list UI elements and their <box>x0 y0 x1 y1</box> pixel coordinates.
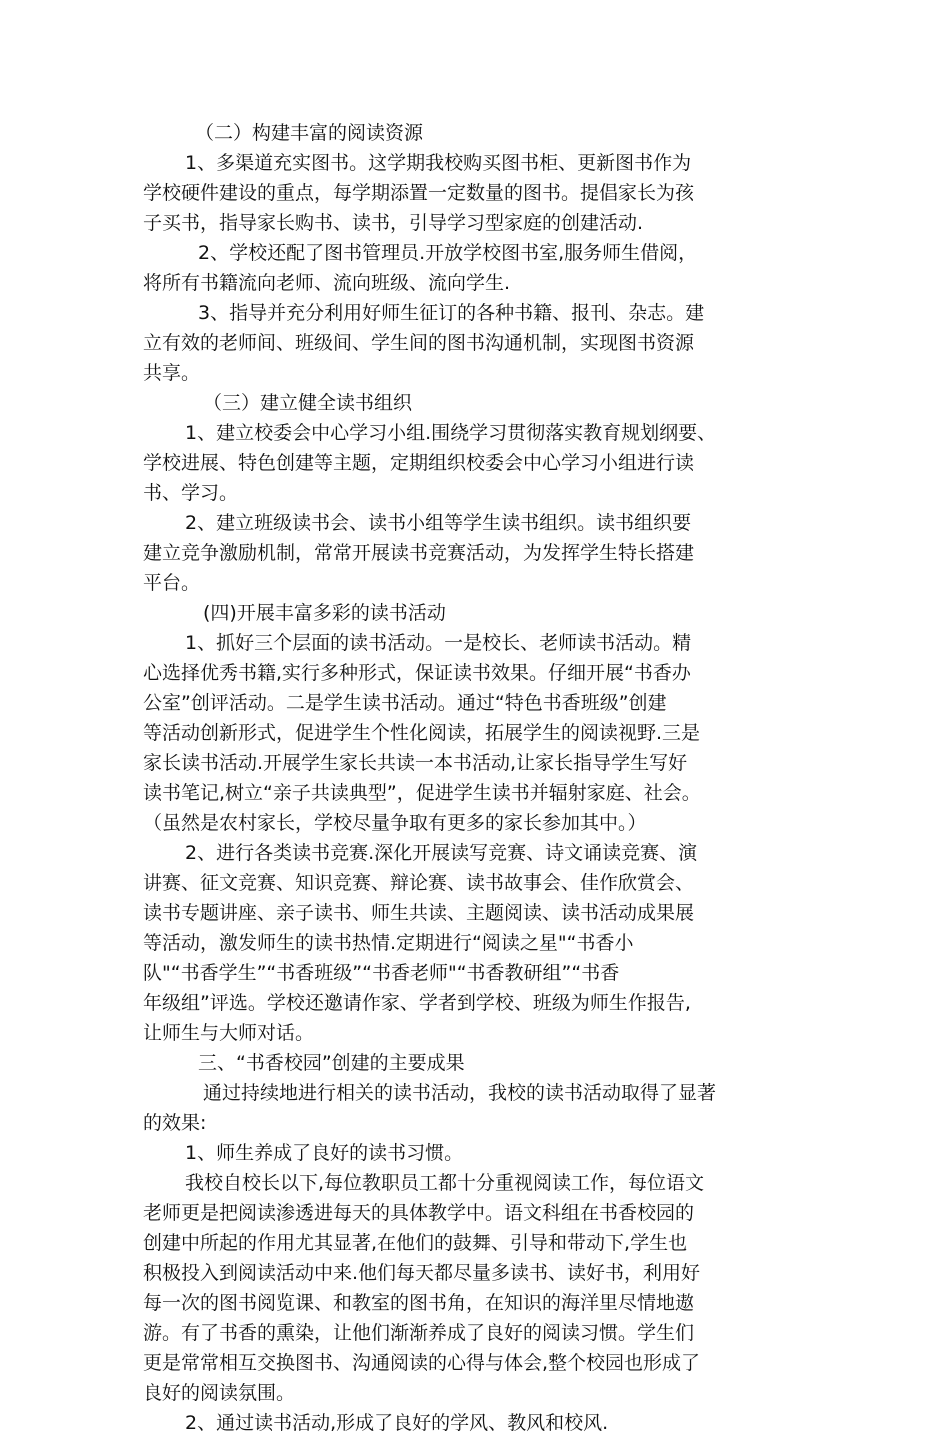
paragraph-line: 等活动，激发师生的读书热情.定期进行“阅读之星"“书香小 <box>143 932 634 954</box>
paragraph-line: 平台。 <box>143 572 201 594</box>
paragraph-line: 更是常常相互交换图书、沟通阅读的心得与体会,整个校园也形成了 <box>143 1352 701 1374</box>
section-heading: （二）构建丰富的阅读资源 <box>195 122 424 144</box>
paragraph-line: 游。有了书香的熏染，让他们渐渐养成了良好的阅读习惯。学生们 <box>143 1322 695 1344</box>
paragraph-line: 良好的阅读氛围。 <box>143 1382 296 1404</box>
paragraph-line: 等活动创新形式，促进学生个性化阅读，拓展学生的阅读视野.三是 <box>143 722 701 744</box>
paragraph-line: 公室”创评活动。二是学生读书活动。通过“特色书香班级”创建 <box>143 692 667 714</box>
paragraph-line: 1、多渠道充实图书。这学期我校购买图书柜、更新图书作为 <box>185 152 692 174</box>
subheading-line: 1、师生养成了良好的读书习惯。 <box>185 1142 464 1164</box>
paragraph-line: 通过持续地进行相关的读书活动，我校的读书活动取得了显著 <box>203 1082 717 1104</box>
paragraph-line: 积极投入到阅读活动中来.他们每天都尽量多读书、读好书，利用好 <box>143 1262 701 1284</box>
paragraph-line: 年级组”评选。学校还邀请作家、学者到学校、班级为师生作报告, <box>143 992 691 1014</box>
paragraph-line: 共享。 <box>143 362 201 384</box>
paragraph-line: 老师更是把阅读渗透进每天的具体教学中。语文科组在书香校园的 <box>143 1202 695 1224</box>
paragraph-line: 1、抓好三个层面的读书活动。一是校长、老师读书活动。精 <box>185 632 692 654</box>
subheading-line: 2、通过读书活动,形成了良好的学风、教风和校风. <box>185 1412 609 1434</box>
paragraph-line: 2、建立班级读书会、读书小组等学生读书组织。读书组织要 <box>185 512 692 534</box>
paragraph-line: 2、学校还配了图书管理员.开放学校图书室,服务师生借阅， <box>198 242 698 264</box>
paragraph-line: 心选择优秀书籍,实行多种形式，保证读书效果。仔细开展“书香办 <box>143 662 691 684</box>
paragraph-line: 的效果: <box>143 1112 207 1134</box>
paragraph-line: 1、建立校委会中心学习小组.围绕学习贯彻落实教育规划纲要、 <box>185 422 717 444</box>
paragraph-line: （虽然是农村家长，学校尽量争取有更多的家长参加其中。） <box>143 812 647 834</box>
paragraph-line: 我校自校长以下,每位教职员工都十分重视阅读工作，每位语文 <box>185 1172 705 1194</box>
paragraph-line: 读书专题讲座、亲子读书、师生共读、主题阅读、读书活动成果展 <box>143 902 695 924</box>
paragraph-line: 学校硬件建设的重点，每学期添置一定数量的图书。提倡家长为孩 <box>143 182 695 204</box>
paragraph-line: 3、指导并充分利用好师生征订的各种书籍、报刊、杂志。建 <box>198 302 705 324</box>
paragraph-line: 读书笔记,树立“亲子共读典型”，促进学生读书并辐射家庭、社会。 <box>143 782 701 804</box>
paragraph-line: 2、进行各类读书竞赛.深化开展读写竞赛、诗文诵读竞赛、演 <box>185 842 698 864</box>
paragraph-line: 队"“书香学生”“书香班级”“书香老师"“书香教研组”“书香 <box>143 962 620 984</box>
paragraph-line: 每一次的图书阅览课、和教室的图书角，在知识的海洋里尽情地遨 <box>143 1292 695 1314</box>
paragraph-line: 立有效的老师间、班级间、学生间的图书沟通机制，实现图书资源 <box>143 332 695 354</box>
paragraph-line: 学校进展、特色创建等主题，定期组织校委会中心学习小组进行读 <box>143 452 695 474</box>
paragraph-line: 让师生与大师对话。 <box>143 1022 315 1044</box>
section-heading: (四)开展丰富多彩的读书活动 <box>203 602 446 624</box>
paragraph-line: 建立竞争激励机制，常常开展读书竞赛活动，为发挥学生特长搭建 <box>143 542 695 564</box>
paragraph-line: 家长读书活动.开展学生家长共读一本书活动,让家长指导学生写好 <box>143 752 688 774</box>
paragraph-line: 讲赛、征文竞赛、知识竞赛、辩论赛、读书故事会、佳作欣赏会、 <box>143 872 695 894</box>
section-heading: 三、“书香校园”创建的主要成果 <box>198 1052 465 1074</box>
paragraph-line: 将所有书籍流向老师、流向班级、流向学生. <box>143 272 511 294</box>
paragraph-line: 子买书，指导家长购书、读书，引导学习型家庭的创建活动. <box>143 212 644 234</box>
paragraph-line: 书、学习。 <box>143 482 239 504</box>
paragraph-line: 创建中所起的作用尤其显著,在他们的鼓舞、引导和带动下,学生也 <box>143 1232 688 1254</box>
section-heading: （三）建立健全读书组织 <box>203 392 413 414</box>
document-body <box>143 118 823 1438</box>
